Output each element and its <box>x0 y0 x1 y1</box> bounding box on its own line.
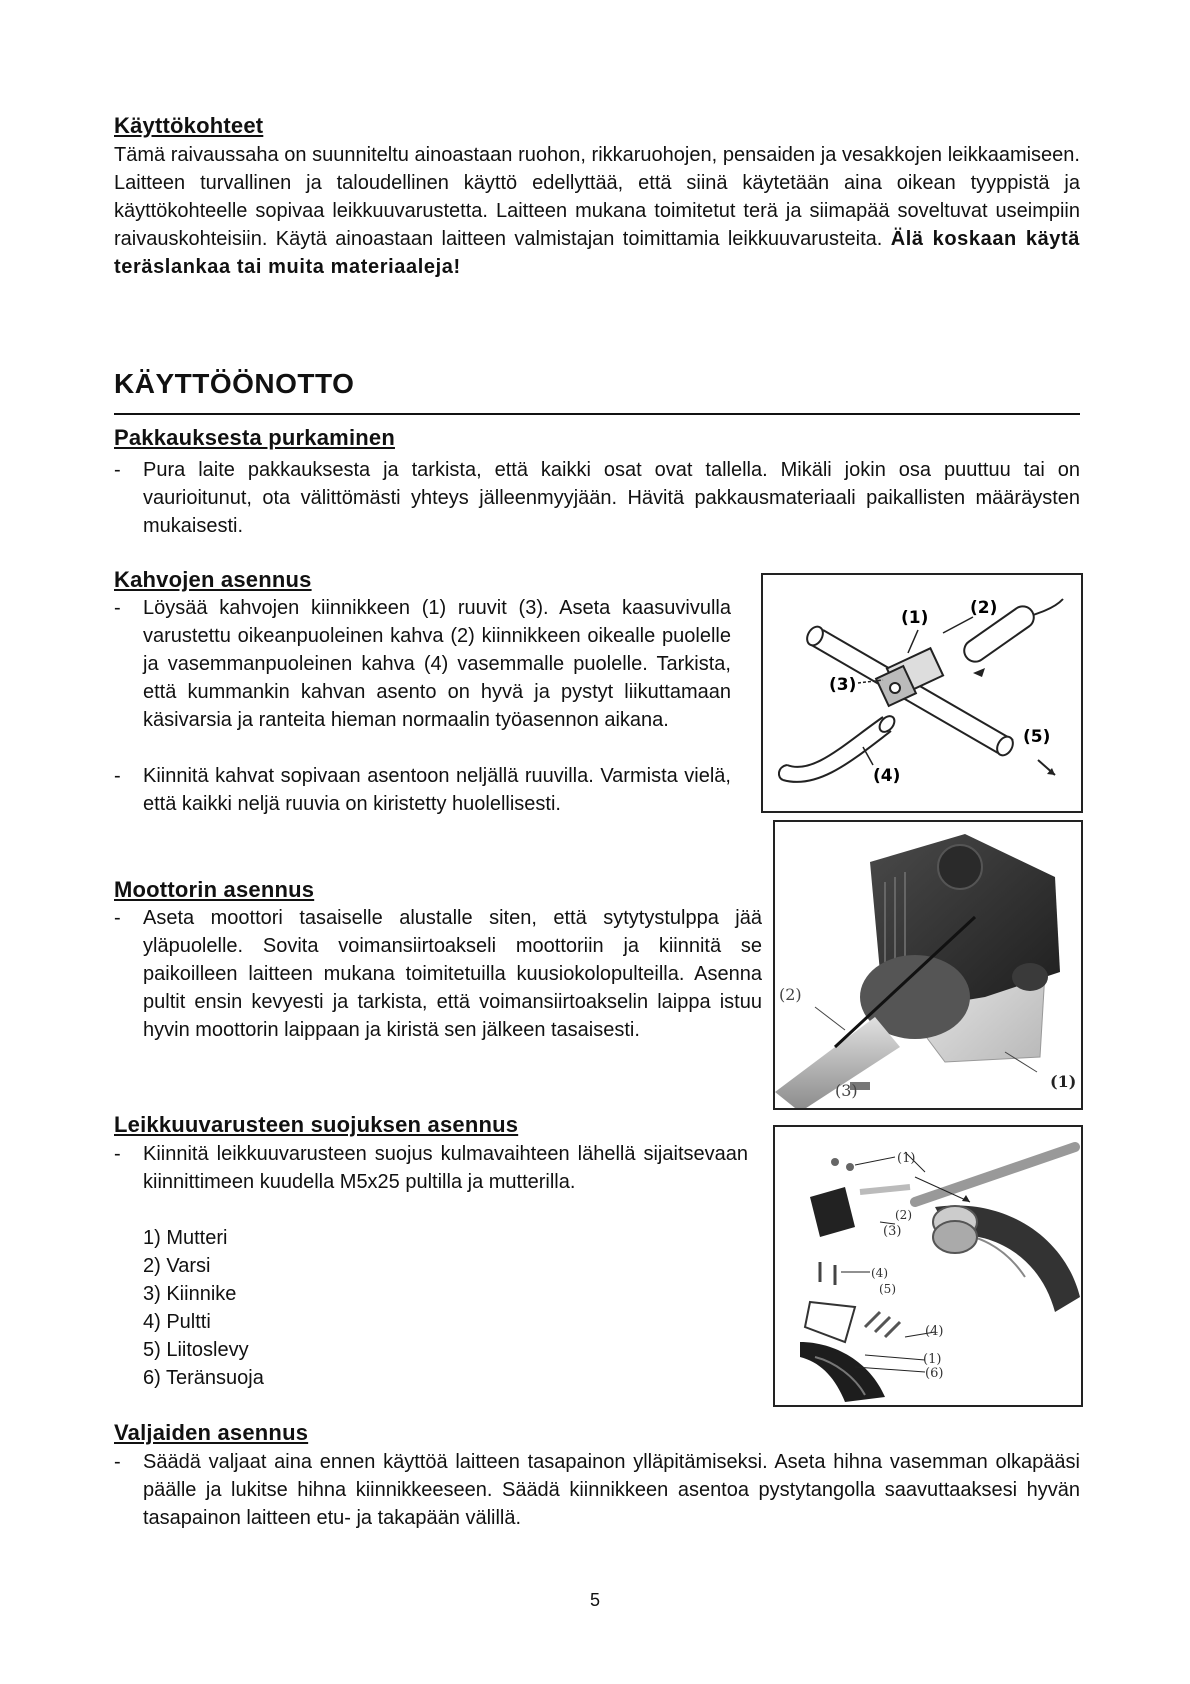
guard-assembly-illustration <box>775 1127 1081 1405</box>
handle-assembly-figure <box>761 573 1083 813</box>
moottori-heading: Moottorin asennus <box>114 877 315 902</box>
kayttokohteet-heading: Käyttökohteet <box>114 113 264 138</box>
suojus-heading: Leikkuuvarusteen suojuksen asennus <box>114 1112 519 1137</box>
bullet-dash: - <box>114 1451 121 1473</box>
guard-figure-label-4b: (4) <box>925 1324 944 1339</box>
guard-figure-label-4: (4) <box>871 1266 888 1280</box>
kayttokohteet-paragraph <box>114 141 1080 281</box>
handle-figure-label-5: (5) <box>1023 727 1051 747</box>
parts-list-item: 2) Varsi <box>143 1255 211 1277</box>
guard-figure-label-1: (1) <box>897 1151 916 1166</box>
guard-figure-label-5: (5) <box>879 1282 896 1296</box>
pakkaus-bullet-text: Pura laite pakkauksesta ja tarkista, että kaikki osat ovat tallella. Mikäli jokin osa puuttuu tai on vaurioitunut, ota välittömästi yhteys jälleenmyyjään. Hävitä pakkausmateriaali paikallisten määräysten mukaisesti. <box>143 459 1080 537</box>
guard-assembly-figure <box>773 1125 1083 1407</box>
guard-figure-label-6: (6) <box>925 1366 944 1381</box>
section-divider <box>114 413 1080 415</box>
engine-figure-label-1: (1) <box>1050 1072 1077 1091</box>
kahvat-heading: Kahvojen asennus <box>114 567 312 592</box>
handle-figure-label-4: (4) <box>873 766 901 786</box>
engine-assembly-illustration <box>775 822 1081 1108</box>
engine-figure-label-2: (2) <box>779 985 802 1004</box>
handle-figure-label-2: (2) <box>970 598 998 618</box>
bullet-dash: - <box>114 597 121 619</box>
guard-figure-label-2: (2) <box>895 1208 912 1222</box>
kayttokohteet-body: Tämä raivaussaha on suunniteltu ainoastaan ruohon, rikkaruohojen, pensaiden ja vesakkojen leikkaamiseen. Laitteen turvallinen ja taloudellinen käyttö edellyttää, että siinä käytetään aina oikean tyyppistä ja käyttökohteelle sopivaa leikkuuvarustetta. Laitteen mukana toimitetut terä ja siimapää soveltuvat useimpiin raivauskohteisiin. Käytä ainoastaan laitteen valmistajan toimittamia leikkuuvarusteita. <box>114 144 1080 250</box>
moottori-bullet-text: Aseta moottori tasaiselle alustalle siten, että sytytystulppa jää yläpuolelle. Sovita voimansiirtoakseli moottoriin ja kiinnitä se paikoilleen laitteen mukana toimitetuilla kuusiokolopulteilla. Asenna pultit ensin kevyesti ja tarkista, että voimansiirtoakselin laippa istuu hyvin moottorin laippaan ja kiristä sen jälkeen tasaisesti. <box>143 907 762 1041</box>
engine-figure-label-3: (3) <box>835 1081 858 1100</box>
parts-list-item: 1) Mutteri <box>143 1227 228 1249</box>
kahvat-bullet-1-text: Löysää kahvojen kiinnikkeen (1) ruuvit (3). Aseta kaasuvivulla varustettu oikeanpuoleinen kahva (2) kiinnikkeen oikealle puolelle ja vasemmanpuoleinen kahva (4) vasemmalle puolelle. Tarkista, että kummankin kahvan asento on hyvä ja pystyt liikuttamaan käsivarsia ja ranteita hieman normaalin työasennon aikana. <box>143 597 731 731</box>
bullet-dash: - <box>114 765 121 787</box>
kayttokohteet-warning: Älä koskaan käytä teräslankaa tai muita materiaaleja! <box>114 228 1080 278</box>
valjaat-bullet-text: Säädä valjaat aina ennen käyttöä laitteen tasapainon ylläpitämiseksi. Aseta hihna vasemman olkapääsi päälle ja lukitse hihna kiinnikkeeseen. Säädä kiinnikkeen asentoa pystytangolla saavuttaaksesi hyvän tasapainon laitteen etu- ja takapään välillä. <box>143 1451 1080 1529</box>
section-title: KÄYTTÖÖNOTTO <box>114 368 355 399</box>
guard-figure-label-3: (3) <box>883 1224 902 1239</box>
parts-list-item: 6) Teränsuoja <box>143 1367 264 1389</box>
handle-figure-label-1: (1) <box>901 608 929 628</box>
engine-assembly-figure <box>773 820 1083 1110</box>
guard-figure-label-1b: (1) <box>923 1352 942 1367</box>
bullet-dash: - <box>114 907 121 929</box>
bullet-dash: - <box>114 1143 121 1165</box>
valjaat-heading: Valjaiden asennus <box>114 1420 309 1445</box>
parts-list-item: 4) Pultti <box>143 1311 211 1333</box>
bullet-dash: - <box>114 459 121 481</box>
handle-figure-label-3: (3) <box>829 675 857 695</box>
parts-list-item: 5) Liitoslevy <box>143 1339 249 1361</box>
suojus-bullet-text: Kiinnitä leikkuuvarusteen suojus kulmavaihteen lähellä sijaitsevaan kiinnittimeen kuudella M5x25 pultilla ja mutterilla. <box>143 1143 748 1193</box>
kahvat-bullet-2-text: Kiinnitä kahvat sopivaan asentoon neljällä ruuvilla. Varmista vielä, että kaikki neljä ruuvia on kiristetty huolellisesti. <box>143 765 731 815</box>
suojus-parts-list <box>143 1224 264 1392</box>
handle-assembly-illustration <box>763 575 1081 811</box>
page-number: 5 <box>590 1590 601 1610</box>
parts-list-item: 3) Kiinnike <box>143 1283 237 1305</box>
pakkaus-heading: Pakkauksesta purkaminen <box>114 425 395 450</box>
